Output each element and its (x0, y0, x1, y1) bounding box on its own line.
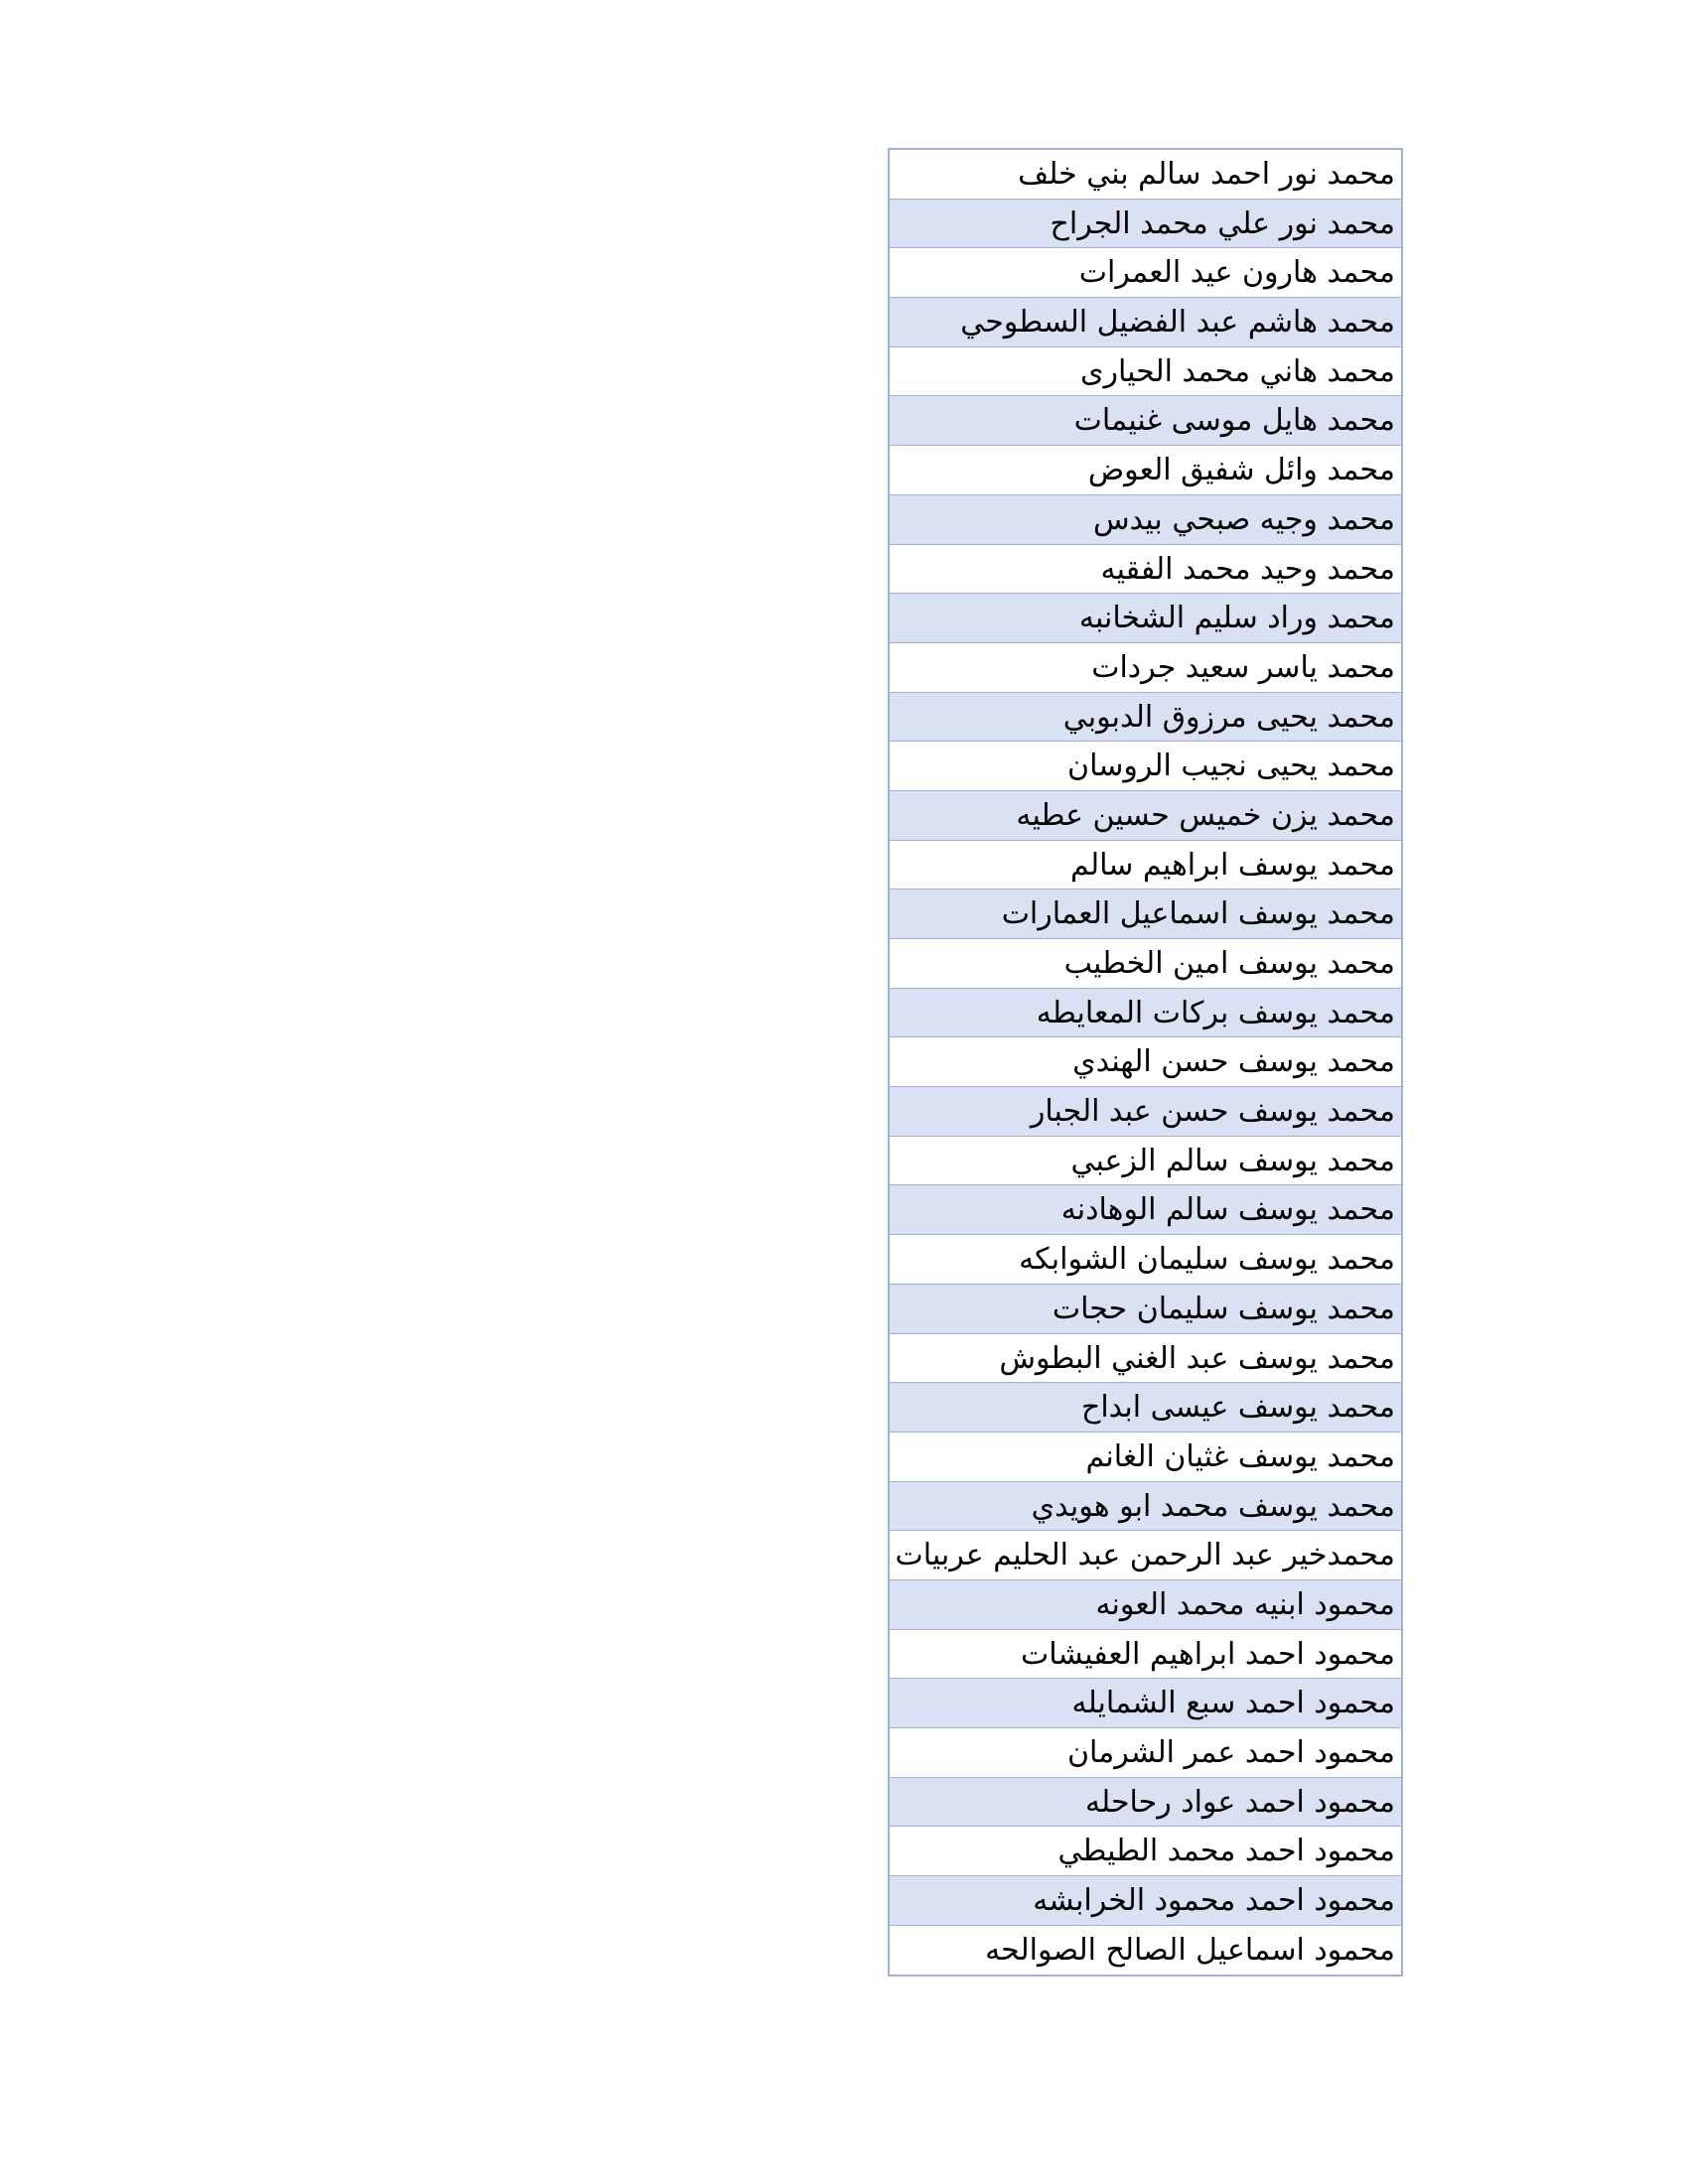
name-cell: محمود احمد سبع الشمايله (1071, 1686, 1395, 1721)
table-row (890, 150, 1401, 200)
name-cell: محمد نور احمد سالم بني خلف (1018, 157, 1395, 192)
table-row (890, 1728, 1401, 1778)
name-cell: محمد هايل موسى غنيمات (1073, 403, 1395, 439)
name-cell: محمد هاني محمد الحيارى (1080, 353, 1395, 389)
name-cell: محمد يوسف سليمان الشوابكه (1019, 1242, 1395, 1278)
name-cell: محمد يحيى نجيب الروسان (1067, 749, 1395, 784)
name-cell: محمود احمد محمد الطيطي (1057, 1834, 1395, 1869)
table-row (890, 939, 1401, 989)
table-row (890, 1679, 1401, 1728)
table-row (890, 742, 1401, 791)
name-cell: محمد يزن خميس حسين عطيه (1016, 797, 1395, 833)
table-row (890, 347, 1401, 397)
name-cell: محمد نور علي محمد الجراح (1050, 205, 1395, 241)
name-cell: محمود ابنيه محمد العونه (1095, 1586, 1395, 1622)
table-row (890, 495, 1401, 545)
name-cell: محمد يوسف سالم الوهادنه (1060, 1192, 1395, 1228)
table-row (890, 396, 1401, 446)
name-cell: محمد وائل شفيق العوض (1087, 453, 1395, 488)
table-row (890, 1926, 1401, 1976)
table-row (890, 1037, 1401, 1087)
name-cell: محمد يوسف سليمان حجات (1052, 1291, 1395, 1326)
table-row (890, 1087, 1401, 1137)
table-row (890, 643, 1401, 693)
table-row (890, 1827, 1401, 1876)
table-row (890, 298, 1401, 347)
table-row (890, 1433, 1401, 1482)
name-cell: محمد وحيد محمد الفقيه (1100, 551, 1395, 587)
table-row (890, 594, 1401, 643)
table-row (890, 889, 1401, 939)
name-cell: محمد يوسف حسن عبد الجبار (1030, 1094, 1395, 1130)
name-cell: محمد هاشم عبد الفضيل السطوحي (960, 305, 1395, 341)
name-cell: محمد وجيه صبحي بيدس (1093, 501, 1395, 537)
table-row (890, 248, 1401, 298)
name-cell: محمد يوسف غثيان الغانم (1085, 1438, 1395, 1474)
table-row (890, 1580, 1401, 1630)
name-cell: محمد يوسف ابراهيم سالم (1070, 847, 1395, 883)
name-cell: محمد وراد سليم الشخانبه (1078, 601, 1395, 636)
table-row (890, 1334, 1401, 1384)
names-table (888, 148, 1403, 1977)
table-row (890, 1383, 1401, 1433)
table-row (890, 1137, 1401, 1186)
table-row (890, 1778, 1401, 1828)
name-cell: محمود احمد محمود الخرابشه (1033, 1883, 1395, 1919)
name-cell: محمود احمد عمر الشرمان (1066, 1735, 1395, 1770)
name-cell: محمود احمد ابراهيم العفيشات (1021, 1636, 1395, 1672)
name-cell: محمد يوسف سالم الزعبي (1070, 1143, 1395, 1178)
table-row (890, 791, 1401, 841)
name-cell: محمد يوسف عبد الغني البطوش (999, 1340, 1395, 1376)
name-cell: محمد هارون عيد العمرات (1078, 255, 1395, 291)
table-row (890, 841, 1401, 890)
name-cell: محمد يوسف امين الخطيب (1063, 946, 1395, 981)
table-row (890, 693, 1401, 743)
name-cell: محمد يحيى مرزوق الدبوبي (1062, 699, 1395, 735)
table-row (890, 1235, 1401, 1285)
name-cell: محمد يوسف بركات المعايطه (1036, 995, 1395, 1030)
name-cell: محمود اسماعيل الصالح الصوالحه (985, 1932, 1395, 1968)
name-cell: محمد ياسر سعيد جردات (1091, 649, 1395, 685)
name-cell: محمد يوسف حسن الهندي (1072, 1044, 1395, 1080)
name-cell: محمدخير عبد الرحمن عبد الحليم عربيات (895, 1538, 1395, 1573)
table-row (890, 989, 1401, 1038)
name-cell: محمد يوسف عيسى ابداح (1080, 1390, 1395, 1426)
table-row (890, 1285, 1401, 1334)
table-row (890, 200, 1401, 249)
table-row (890, 545, 1401, 595)
table-row (890, 1185, 1401, 1235)
table-row (890, 1531, 1401, 1580)
name-cell: محمد يوسف اسماعيل العمارات (1001, 896, 1395, 932)
table-row (890, 446, 1401, 495)
table-row (890, 1482, 1401, 1532)
table-row (890, 1630, 1401, 1680)
name-cell: محمود احمد عواد رحاحله (1084, 1784, 1395, 1820)
name-cell: محمد يوسف محمد ابو هويدي (1031, 1488, 1395, 1524)
table-row (890, 1876, 1401, 1926)
